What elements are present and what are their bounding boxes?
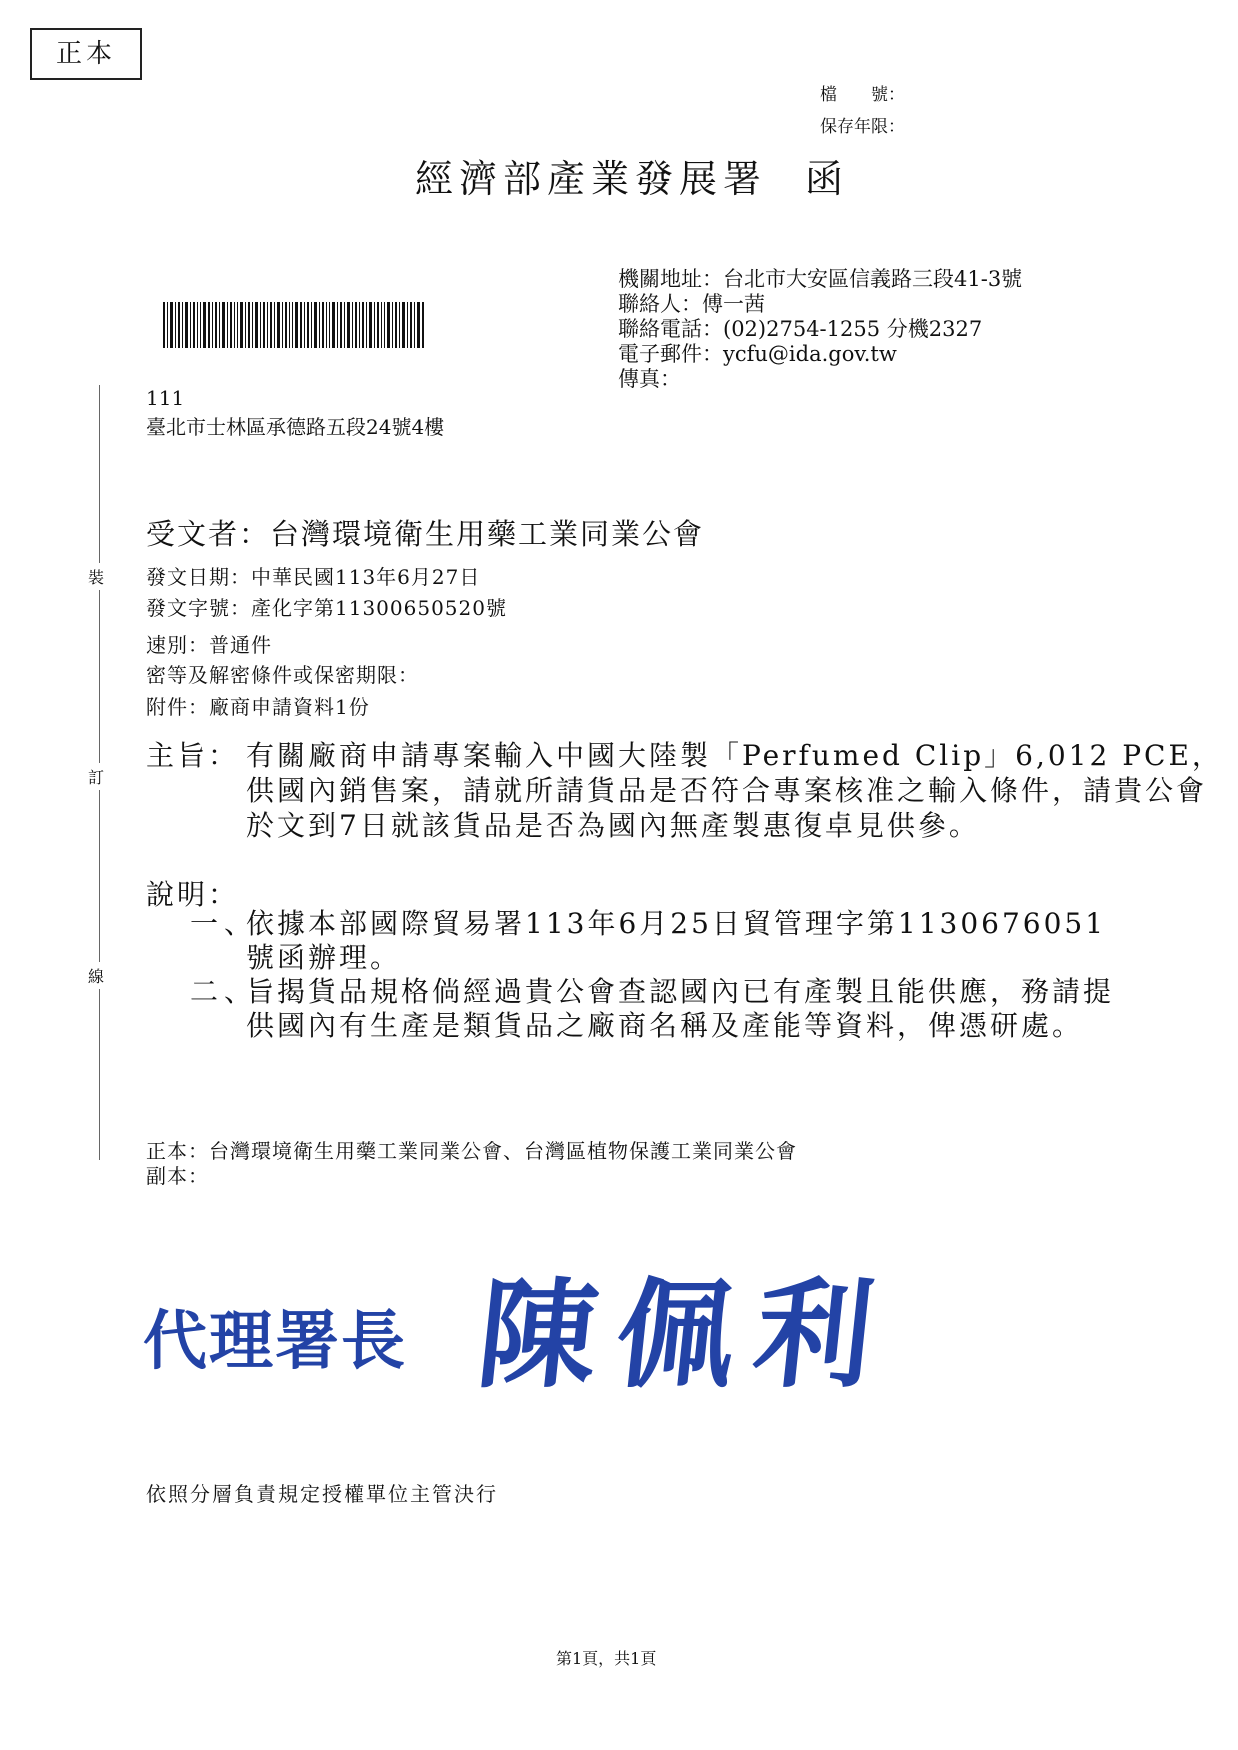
item-text: 依據本部國際貿易署113年6月25日貿管理字第1130676051號函辦理。 bbox=[246, 907, 1107, 974]
agency-name: 經濟部產業發展署 bbox=[415, 157, 768, 201]
recipient-address bbox=[146, 384, 444, 442]
subject-text: 有關廠商申請專案輸入中國大陸製「Perfumed Clip」6,012 PCE，供國內銷售案，請就所請貨品是否符合專案核准之輸入條件，請貴公會於文到7日就該貨品是否為國內無產製惠復卓見供參。 bbox=[246, 739, 1223, 842]
contact-fax: 傳真： bbox=[618, 367, 681, 391]
speed-level: 速別：普通件 bbox=[146, 633, 272, 657]
binding-mark-xian: 線 bbox=[88, 962, 104, 989]
barcode-image bbox=[163, 302, 425, 348]
issue-date: 發文日期：中華民國113年6月27日 bbox=[146, 565, 481, 589]
item-text: 旨揭貨品規格倘經過貴公會查認國內已有產製且能供應，務請提供國內有生產是類貨品之廠商名稱及產能等資料，俾憑研處。 bbox=[246, 975, 1115, 1042]
delegation-note: 依照分層負責規定授權單位主管決行 bbox=[146, 1482, 498, 1506]
signature-name: 陳佩利 bbox=[471, 1266, 901, 1404]
contact-email: 電子郵件：ycfu@ida.gov.tw bbox=[618, 342, 897, 366]
document-kind: 函 bbox=[805, 157, 850, 201]
contact-phone: 聯絡電話：(02)2754-1255 分機2327 bbox=[618, 317, 983, 341]
postal-code: 111 bbox=[146, 386, 185, 410]
item-number: 一、 bbox=[190, 907, 259, 940]
issue-number: 發文字號：產化字第11300650520號 bbox=[146, 596, 507, 620]
retention-label: 保存年限： bbox=[820, 117, 905, 137]
copy-recipients: 副本： bbox=[146, 1164, 209, 1188]
binding-mark-ding: 訂 bbox=[88, 763, 104, 790]
agency-address: 機關地址：台北市大安區信義路三段41-3號 bbox=[618, 267, 1023, 291]
secrecy-level: 密等及解密條件或保密期限： bbox=[146, 663, 419, 687]
contact-person: 聯絡人：傅一茜 bbox=[618, 292, 765, 316]
street-address: 臺北市士林區承德路五段24號4樓 bbox=[146, 415, 445, 439]
attachment-line: 附件：廠商申請資料1份 bbox=[146, 695, 370, 719]
document-title bbox=[415, 148, 849, 203]
signature-title: 代理署長 bbox=[143, 1305, 407, 1379]
page-number: 第1頁，共1頁 bbox=[556, 1649, 657, 1668]
explanation-label: 說明： bbox=[146, 878, 240, 911]
contact-block bbox=[618, 267, 1022, 392]
original-recipients: 正本：台灣環境衛生用藥工業同業公會、台灣區植物保護工業同業公會 bbox=[146, 1139, 797, 1163]
subject-label: 主旨： bbox=[146, 739, 240, 772]
file-number-label: 檔 號： bbox=[820, 85, 905, 105]
recipient-line: 受文者：台灣環境衛生用藥工業同業公會 bbox=[146, 517, 705, 551]
item-number: 二、 bbox=[190, 975, 259, 1008]
copy-stamp: 正本 bbox=[30, 28, 142, 80]
binding-mark-zhuang: 裝 bbox=[88, 563, 104, 590]
